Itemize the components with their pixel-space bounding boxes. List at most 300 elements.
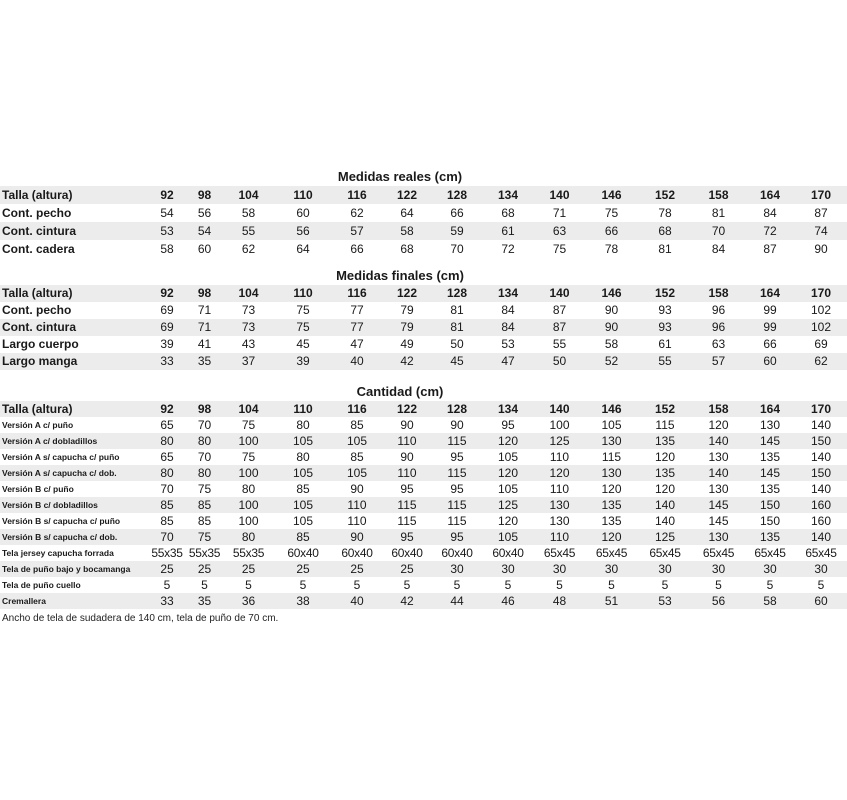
- table-cell: 95: [382, 529, 432, 545]
- table-cell: 65x45: [543, 546, 576, 560]
- size-header: 164: [745, 285, 795, 302]
- table-cell: 65: [160, 450, 174, 464]
- header-label: Talla (altura): [0, 401, 148, 417]
- table-cell: 53: [148, 222, 186, 240]
- table-cell: 93: [638, 319, 692, 336]
- table-cell: 66: [585, 222, 638, 240]
- table-cell: 46: [482, 593, 534, 609]
- table-cell: 115: [655, 418, 675, 432]
- table-cell: 75: [241, 450, 256, 464]
- table-cell: 39: [160, 337, 174, 351]
- table-row: [0, 481, 847, 497]
- table-cell: 61: [482, 222, 534, 240]
- size-header: 158: [692, 186, 745, 204]
- table-cell: 58: [382, 222, 432, 240]
- table-cell: 100: [223, 497, 274, 513]
- table-cell: 60x40: [287, 546, 319, 560]
- table-cell: 80: [186, 433, 223, 449]
- row-label: Versión A c/ puño: [2, 420, 74, 430]
- table-cell: 110: [332, 497, 382, 513]
- table-cell: 74: [795, 222, 847, 240]
- size-header: 146: [585, 285, 638, 302]
- table-cell: 160: [795, 497, 847, 513]
- table-cell: 61: [658, 337, 672, 351]
- table-cell: 70: [197, 418, 212, 432]
- row-label: Versión A s/ capucha c/ dob.: [0, 465, 148, 481]
- table-cell: 75: [296, 303, 310, 317]
- table-cell: 60x40: [391, 546, 423, 560]
- table-cell: 47: [482, 353, 534, 370]
- table-header-row: [0, 285, 847, 302]
- table-cell: 130: [534, 497, 585, 513]
- row-label: Versión B s/ capucha c/ puño: [2, 516, 121, 526]
- table-row: [0, 302, 847, 319]
- row-label: Cont. pecho: [2, 206, 72, 220]
- table-cell: 80: [296, 418, 310, 432]
- table-cell: 80: [223, 529, 274, 545]
- table-cell: 5: [201, 578, 208, 592]
- table-cell: 95: [450, 482, 464, 496]
- size-header: 140: [534, 285, 585, 302]
- table-cell: 102: [810, 303, 832, 317]
- table-cell: 65x45: [702, 546, 735, 560]
- table-cell: 55x35: [188, 546, 221, 560]
- table-cell: 5: [453, 578, 461, 592]
- table-cell: 102: [795, 319, 847, 336]
- table-cell: 58: [604, 337, 619, 351]
- table-row: [0, 433, 847, 449]
- table-cell: 115: [447, 514, 467, 528]
- table-cell: 110: [549, 482, 570, 496]
- table-cell: 115: [382, 497, 432, 513]
- section-title-medidas-reales: Medidas reales (cm): [337, 169, 463, 184]
- table-cell: 5: [353, 578, 361, 592]
- table-cell: 105: [601, 418, 622, 432]
- table-cell: 79: [400, 303, 414, 317]
- table-cell: 84: [501, 303, 515, 317]
- table-row: [0, 545, 847, 561]
- table-cell: 71: [552, 206, 567, 220]
- table-cell: 130: [585, 433, 638, 449]
- table-cell: 52: [585, 353, 638, 370]
- table-cell: 105: [332, 433, 382, 449]
- size-header: 104: [223, 186, 274, 204]
- table-cell: 30: [638, 561, 692, 577]
- table-cell: 87: [552, 303, 567, 317]
- table-cell: 63: [534, 222, 585, 240]
- table-cell: 54: [160, 206, 174, 220]
- size-header: 158: [692, 401, 745, 417]
- table-cell: 66: [450, 206, 464, 220]
- table-cell: 77: [350, 303, 364, 317]
- table-cell: 69: [148, 319, 186, 336]
- table-cell: 51: [585, 593, 638, 609]
- section-title-medidas-finales: Medidas finales (cm): [336, 268, 464, 283]
- size-header: 128: [432, 186, 482, 204]
- table-cell: 150: [795, 465, 847, 481]
- table-cell: 105: [482, 529, 534, 545]
- table-cell: 33: [148, 593, 186, 609]
- table-cell: 140: [692, 465, 745, 481]
- table-row: [0, 529, 847, 545]
- table-cell: 75: [241, 418, 256, 432]
- table-cell: 100: [549, 418, 570, 432]
- table-cell: 5: [245, 578, 252, 592]
- table-cell: 110: [549, 450, 570, 464]
- table-cell: 100: [223, 433, 274, 449]
- size-header: 116: [332, 401, 382, 417]
- size-header: 164: [745, 186, 795, 204]
- table-cell: 85: [350, 450, 364, 464]
- table-cell: 55: [552, 337, 567, 351]
- table-cell: 110: [347, 514, 367, 528]
- size-header: 152: [638, 285, 692, 302]
- size-header: 98: [186, 285, 223, 302]
- table-cell: 87: [534, 319, 585, 336]
- table-cell: 135: [759, 450, 781, 464]
- table-header-row: [0, 401, 847, 417]
- table-cell: 90: [400, 450, 414, 464]
- row-label: Cont. cintura: [0, 222, 148, 240]
- table-cell: 125: [638, 529, 692, 545]
- table-cell: 80: [186, 465, 223, 481]
- size-header: 128: [432, 401, 482, 417]
- table-cell: 84: [763, 206, 777, 220]
- table-row: [0, 204, 847, 222]
- table-cell: 130: [692, 529, 745, 545]
- table-cell: 42: [382, 593, 432, 609]
- table-cell: 96: [711, 303, 726, 317]
- table-cell: 75: [604, 206, 619, 220]
- table-cell: 115: [601, 450, 622, 464]
- table-cell: 72: [501, 242, 515, 256]
- table-cell: 105: [497, 482, 519, 496]
- row-label: Versión A c/ dobladillos: [0, 433, 148, 449]
- table-cell: 70: [160, 482, 174, 496]
- table-row: [0, 513, 847, 529]
- table-cell: 36: [223, 593, 274, 609]
- table-cell: 64: [296, 242, 310, 256]
- size-header: 110: [274, 285, 332, 302]
- table-cell: 56: [692, 593, 745, 609]
- table-cell: 57: [692, 353, 745, 370]
- size-header: 164: [745, 401, 795, 417]
- table-cell: 150: [759, 514, 781, 528]
- table-cell: 63: [711, 337, 726, 351]
- size-header: 134: [482, 401, 534, 417]
- table-cell: 140: [795, 529, 847, 545]
- table-cell: 105: [332, 465, 382, 481]
- table-cell: 135: [601, 514, 622, 528]
- table-cell: 99: [745, 319, 795, 336]
- table-row: [0, 449, 847, 465]
- table-cell: 53: [638, 593, 692, 609]
- table-cell: 56: [274, 222, 332, 240]
- table-cell: 60x40: [492, 546, 524, 560]
- table-cell: 30: [585, 561, 638, 577]
- table-cell: 65x45: [754, 546, 786, 560]
- size-header: 122: [382, 401, 432, 417]
- table-cell: 75: [197, 482, 212, 496]
- row-label: Versión B s/ capucha c/ dob.: [0, 529, 148, 545]
- size-header: 128: [432, 285, 482, 302]
- table-cell: 95: [400, 482, 414, 496]
- table-row: [0, 222, 847, 240]
- table-cell: 60: [197, 242, 212, 256]
- table-cell: 30: [482, 561, 534, 577]
- table-row: [0, 353, 847, 370]
- table-cell: 90: [604, 303, 619, 317]
- table-cell: 105: [274, 433, 332, 449]
- table-cell: 120: [601, 482, 622, 496]
- table-cell: 145: [708, 514, 729, 528]
- table-cell: 54: [186, 222, 223, 240]
- table-cell: 62: [795, 353, 847, 370]
- table-row: [0, 577, 847, 593]
- table-cell: 42: [382, 353, 432, 370]
- table-cell: 85: [274, 529, 332, 545]
- size-header: 98: [186, 401, 223, 417]
- table-cell: 70: [197, 450, 212, 464]
- table-cell: 145: [692, 497, 745, 513]
- row-label: Tela de puño bajo y bocamanga: [0, 561, 148, 577]
- table-cell: 81: [450, 303, 464, 317]
- size-header: 170: [795, 285, 847, 302]
- table-cell: 48: [534, 593, 585, 609]
- table-cell: 25: [382, 561, 432, 577]
- size-header: 170: [795, 401, 847, 417]
- table-cell: 120: [654, 450, 676, 464]
- table-cell: 58: [160, 242, 174, 256]
- table-cell: 80: [148, 433, 186, 449]
- table-cell: 120: [497, 514, 519, 528]
- table-cell: 80: [296, 450, 310, 464]
- table-cell: 120: [585, 529, 638, 545]
- table-cell: 69: [814, 337, 828, 351]
- table-cell: 55x35: [151, 546, 183, 560]
- table-cell: 45: [432, 353, 482, 370]
- table-cell: 71: [186, 319, 223, 336]
- table-cell: 120: [654, 482, 676, 496]
- size-header: 104: [223, 401, 274, 417]
- row-label: Cont. pecho: [2, 303, 72, 317]
- table-cell: 60: [296, 206, 310, 220]
- section-title-cantidad: Cantidad (cm): [356, 384, 444, 399]
- table-cell: 95: [501, 418, 515, 432]
- table-cell: 110: [534, 529, 585, 545]
- table-cell: 87: [763, 242, 777, 256]
- size-header: 152: [638, 186, 692, 204]
- table-cell: 120: [482, 433, 534, 449]
- size-header: 158: [692, 285, 745, 302]
- table-cell: 5: [766, 578, 774, 592]
- table-cell: 64: [400, 206, 414, 220]
- table-cell: 78: [658, 206, 672, 220]
- table-cell: 30: [745, 561, 795, 577]
- table-cell: 90: [332, 529, 382, 545]
- table-cell: 90: [814, 242, 828, 256]
- table-cell: 77: [332, 319, 382, 336]
- size-header: 104: [223, 285, 274, 302]
- row-label: Cont. cintura: [0, 319, 148, 336]
- row-label: Versión B c/ dobladillos: [0, 497, 148, 513]
- table-cell: 71: [197, 303, 212, 317]
- row-label: Tela jersey capucha forrada: [2, 548, 114, 558]
- table-cell: 130: [585, 465, 638, 481]
- table-cell: 39: [274, 353, 332, 370]
- table-cell: 75: [274, 319, 332, 336]
- table-cell: 130: [549, 514, 570, 528]
- table-cell: 60x40: [441, 546, 473, 560]
- table-cell: 90: [585, 319, 638, 336]
- table-cell: 100: [238, 514, 259, 528]
- size-header: 146: [585, 186, 638, 204]
- table-cell: 35: [186, 353, 223, 370]
- table-cell: 65x45: [805, 546, 837, 560]
- table-cell: 99: [763, 303, 777, 317]
- row-label: Largo cuerpo: [2, 337, 79, 351]
- table-cell: 57: [332, 222, 382, 240]
- table-cell: 55x35: [232, 546, 265, 560]
- header-label: Talla (altura): [0, 186, 148, 204]
- table-row: [0, 417, 847, 433]
- table-cell: 70: [450, 242, 464, 256]
- table-row: [0, 561, 847, 577]
- table-cell: 135: [745, 529, 795, 545]
- table-cell: 105: [274, 497, 332, 513]
- table-cell: 5: [403, 578, 411, 592]
- table-cell: 70: [692, 222, 745, 240]
- table-cell: 72: [745, 222, 795, 240]
- table-cell: 110: [382, 433, 432, 449]
- table-cell: 59: [432, 222, 482, 240]
- size-header: 140: [534, 186, 585, 204]
- table-cell: 65: [160, 418, 174, 432]
- table-cell: 30: [534, 561, 585, 577]
- table-cell: 115: [397, 514, 417, 528]
- row-label: Cremallera: [0, 593, 148, 609]
- table-cell: 58: [745, 593, 795, 609]
- table-row: [0, 319, 847, 336]
- table-cell: 5: [661, 578, 669, 592]
- table-cell: 45: [296, 337, 310, 351]
- table-cell: 120: [482, 465, 534, 481]
- size-header: 152: [638, 401, 692, 417]
- table-cell: 37: [223, 353, 274, 370]
- table-cell: 38: [274, 593, 332, 609]
- table-cell: 60x40: [341, 546, 373, 560]
- table-cell: 145: [745, 465, 795, 481]
- size-header: 92: [148, 401, 186, 417]
- table-cell: 30: [795, 561, 847, 577]
- table-cell: 150: [795, 433, 847, 449]
- table-cell: 60: [745, 353, 795, 370]
- table-cell: 140: [692, 433, 745, 449]
- table-cell: 100: [223, 465, 274, 481]
- table-cell: 5: [163, 578, 171, 592]
- table-cell: 80: [241, 482, 256, 496]
- table-cell: 35: [186, 593, 223, 609]
- table-cell: 87: [814, 206, 828, 220]
- table-cell: 125: [482, 497, 534, 513]
- table-cell: 140: [810, 482, 832, 496]
- table-cell: 73: [241, 303, 256, 317]
- table-cell: 140: [810, 450, 832, 464]
- size-header: 92: [148, 285, 186, 302]
- table-cell: 5: [715, 578, 722, 592]
- table-cell: 40: [332, 593, 382, 609]
- size-header: 170: [795, 186, 847, 204]
- table-cell: 85: [197, 514, 212, 528]
- table-row: [0, 593, 847, 609]
- table-cell: 96: [692, 319, 745, 336]
- table-cell: 65x45: [649, 546, 681, 560]
- size-header: 98: [186, 186, 223, 204]
- table-cell: 93: [658, 303, 672, 317]
- size-header: 92: [148, 186, 186, 204]
- table-cell: 90: [400, 418, 414, 432]
- row-label: Versión A s/ capucha c/ puño: [2, 452, 120, 462]
- table-cell: 30: [432, 561, 482, 577]
- size-header: 110: [274, 186, 332, 204]
- table-cell: 62: [350, 206, 364, 220]
- table-cell: 135: [759, 482, 781, 496]
- table-cell: 81: [658, 242, 672, 256]
- table-cell: 95: [432, 529, 482, 545]
- size-header: 110: [274, 401, 332, 417]
- table-cell: 85: [186, 497, 223, 513]
- table-cell: 58: [241, 206, 256, 220]
- table-cell: 49: [400, 337, 414, 351]
- table-row: [0, 336, 847, 353]
- table-cell: 25: [274, 561, 332, 577]
- table-cell: 105: [292, 514, 314, 528]
- table-medidas-finales: [0, 285, 847, 370]
- table-cell: 5: [817, 578, 825, 592]
- table-cell: 140: [810, 418, 832, 432]
- table-cell: 73: [223, 319, 274, 336]
- table-cell: 70: [148, 529, 186, 545]
- table-cell: 115: [432, 465, 482, 481]
- table-medidas-reales: [0, 186, 847, 258]
- table-cell: 130: [708, 450, 729, 464]
- table-cell: 65x45: [595, 546, 628, 560]
- table-cell: 115: [432, 497, 482, 513]
- table-cell: 53: [501, 337, 515, 351]
- table-cell: 40: [332, 353, 382, 370]
- row-label: Versión B c/ puño: [2, 484, 74, 494]
- table-cell: 140: [654, 514, 676, 528]
- table-cell: 33: [148, 353, 186, 370]
- table-row: [0, 240, 847, 258]
- table-cell: 135: [585, 497, 638, 513]
- size-header: 116: [332, 186, 382, 204]
- table-cell: 75: [552, 242, 567, 256]
- table-cell: 25: [332, 561, 382, 577]
- table-cell: 120: [534, 465, 585, 481]
- table-cell: 105: [274, 465, 332, 481]
- table-cell: 160: [810, 514, 832, 528]
- table-cell: 95: [450, 450, 464, 464]
- table-cell: 68: [638, 222, 692, 240]
- table-cell: 5: [299, 578, 307, 592]
- size-header: 140: [534, 401, 585, 417]
- table-cell: 25: [186, 561, 223, 577]
- table-cell: 66: [350, 242, 364, 256]
- table-cell: 25: [223, 561, 274, 577]
- table-cell: 50: [534, 353, 585, 370]
- table-cell: 41: [197, 337, 212, 351]
